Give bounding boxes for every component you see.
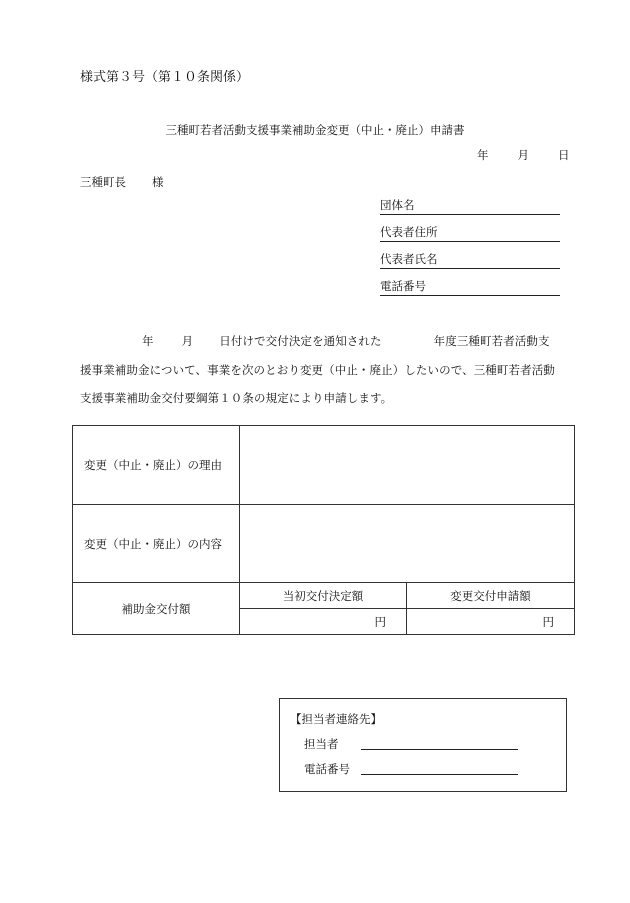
changed-amount-cell[interactable] xyxy=(407,609,575,635)
form-number: 様式第３号（第１０条関係） xyxy=(80,70,250,85)
initial-yen-unit: 円 xyxy=(374,614,386,629)
addressee-name: 三種町長 xyxy=(80,175,126,189)
group-name-field[interactable]: 団体名 xyxy=(380,199,560,215)
initial-amount-cell[interactable] xyxy=(240,609,407,635)
contact-phone-label: 電話番号 xyxy=(304,762,350,776)
request-body-text xyxy=(80,327,560,413)
document-title: 三種町若者活動支援事業補助金変更（中止・廃止）申請書 xyxy=(165,123,465,137)
date-year-label: 年 xyxy=(477,148,489,162)
reason-input-cell[interactable] xyxy=(240,426,575,505)
contact-heading: 【担当者連絡先】 xyxy=(290,712,382,726)
changed-yen-unit: 円 xyxy=(542,614,554,629)
contact-box xyxy=(279,698,567,792)
body-year: 年 xyxy=(142,334,154,348)
phone-number-field[interactable]: 電話番号 xyxy=(380,280,560,296)
initial-amount-header: 当初交付決定額 xyxy=(240,583,407,609)
content-input-cell[interactable] xyxy=(240,505,575,583)
body-part1: 日付けで交付決定を通知された xyxy=(219,334,382,348)
changed-amount-header: 変更交付申請額 xyxy=(407,583,575,609)
amount-label: 補助金交付額 xyxy=(73,583,240,635)
representative-name-field[interactable]: 代表者氏名 xyxy=(380,253,560,269)
addressee xyxy=(80,174,164,190)
date-line xyxy=(477,147,570,163)
reason-label: 変更（中止・廃止）の理由 xyxy=(73,426,240,505)
body-part2: 年度三種町若者活動支援事業補助金について、事業を次のとおり変更（中止・廃止）したいので、三種町若者活動支援事業補助金交付要綱第１０条の規定により申請します。 xyxy=(80,334,555,405)
applicant-fields xyxy=(380,199,560,307)
contact-person-line[interactable] xyxy=(361,749,518,750)
contact-person-label: 担当者 xyxy=(304,737,339,751)
content-label: 変更（中止・廃止）の内容 xyxy=(73,505,240,583)
representative-address-field[interactable]: 代表者住所 xyxy=(380,226,560,242)
body-month: 月 xyxy=(181,334,194,348)
date-day-label: 日 xyxy=(558,148,570,162)
addressee-honorific: 様 xyxy=(152,175,164,189)
date-month-label: 月 xyxy=(517,148,529,162)
change-request-table xyxy=(72,425,575,635)
contact-phone-line[interactable] xyxy=(361,774,518,775)
